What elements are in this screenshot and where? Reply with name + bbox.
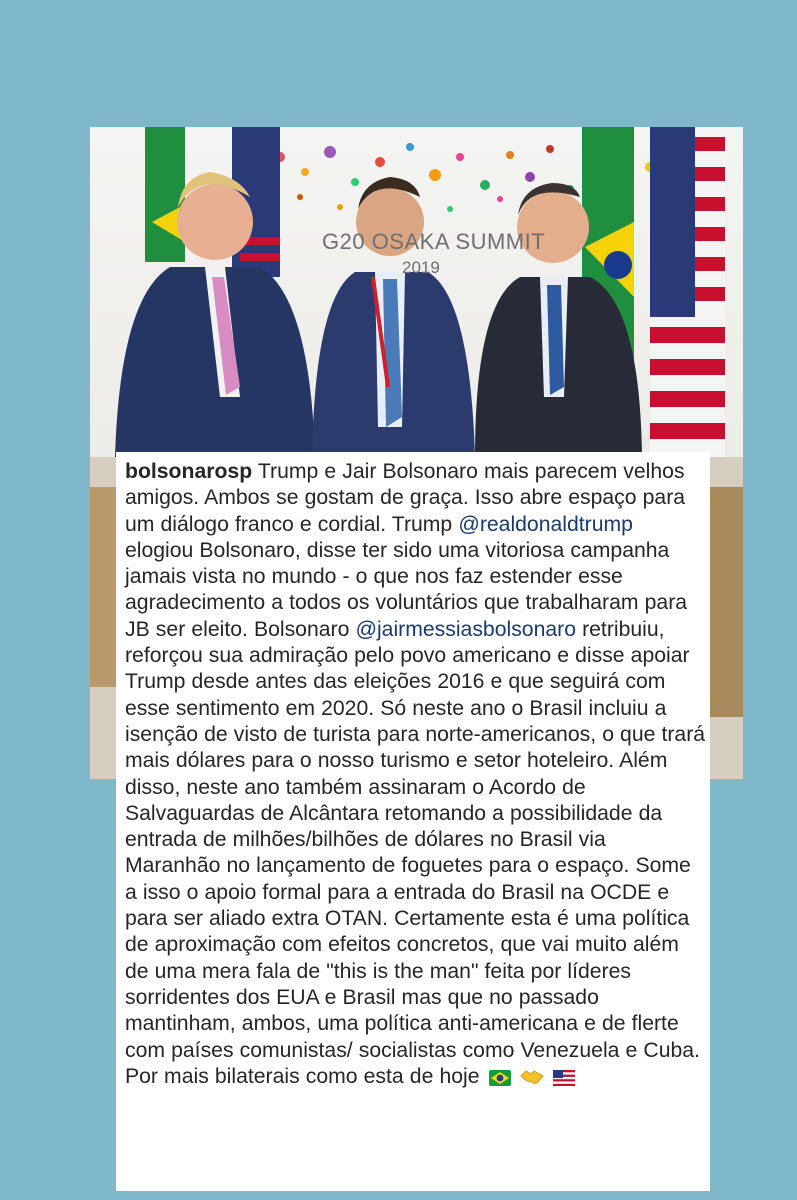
caption-text-3: retribuiu, reforçou sua admiração pelo povo americano e disse apoiar Trump desde antes das eleições 2016 e que seguirá com esse sentimento em 2020. Só neste ano o Brasil incluiu a isenção de visto de turista para norte-americanos, o que trará mais dólares para o nosso turismo e setor hoteleiro. Além disso, neste ano também assinaram o Acordo de Salvaguardas de Alcântara retomando a possibilidade da entrada de milhões/bilhões de dólares no Brasil via Maranhão no lançamento de foguetes para o espaço. Some a isso o apoio formal para a entrada do Brasil na OCDE e para ser aliado extra OTAN. Certamente esta é uma política de aproximação com efeitos concretos, que vai muito além de uma mera fala de "this is the man" feita por líderes sorridentes dos EUA e Brasil mas que no passado mantinham, ambos, uma política anti-americana e de flerte com países comunistas/ socialistas como Venezuela e Cuba. Por mais bilaterais como esta de hoje	[125, 617, 706, 1088]
summit-banner-text: G20 OSAKA SUMMIT	[322, 229, 546, 254]
caption-box	[116, 452, 710, 1191]
brazil-flag-icon	[489, 1067, 511, 1093]
us-flag-icon	[553, 1067, 575, 1093]
caption-text-1: Trump e Jair Bolsonaro mais parecem velhos amigos. Ambos se gostam de graça. Isso abre espaço para um diálogo franco e cordial. Trump	[125, 460, 686, 536]
post-caption	[125, 459, 706, 1093]
summit-banner-year: 2019	[402, 258, 440, 277]
brazil-flag-left	[145, 127, 185, 262]
username-link[interactable]: bolsonarosp	[125, 460, 253, 483]
mention-jairmessiasbolsonaro[interactable]: @jairmessiasbolsonaro	[355, 617, 576, 641]
person-center	[312, 177, 475, 457]
caption-text-2: elogiou Bolsonaro, disse ter sido uma vitoriosa campanha jamais vista no mundo - o que nos faz estender esse agradecimento a todos os voluntários que trabalharam para JB ser eleito. Bolsonaro	[125, 538, 688, 641]
mention-realdonaldtrump[interactable]: @realdonaldtrump	[458, 512, 633, 536]
us-flag-right	[650, 127, 725, 457]
handshake-icon	[520, 1067, 544, 1093]
